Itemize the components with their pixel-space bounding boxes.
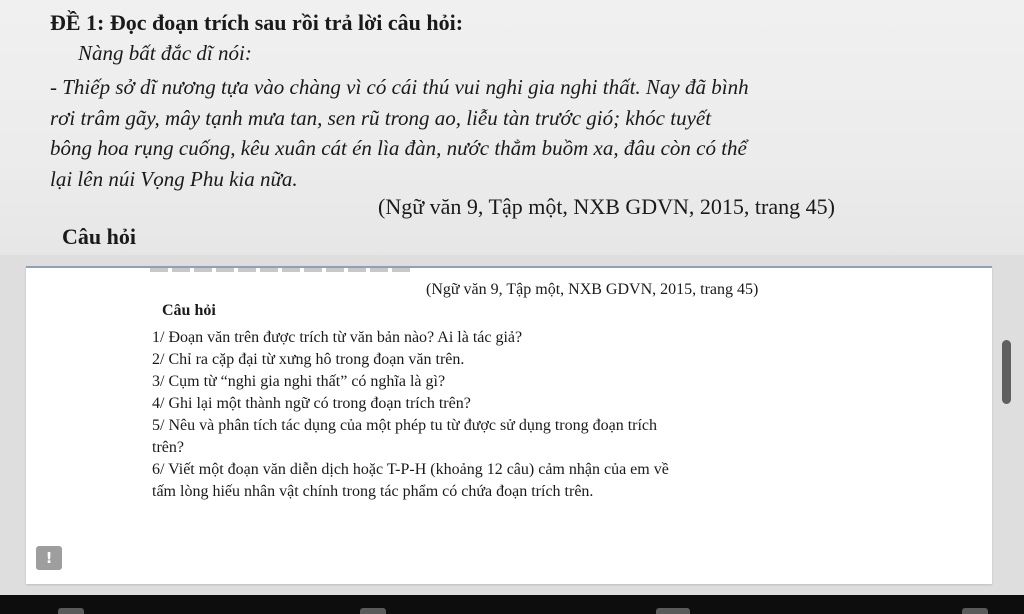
passage-line: bông hoa rụng cuống, kêu xuân cát én lìa đàn, nước thẳm buồm xa, đâu còn có thể	[50, 136, 747, 160]
question-item: 1/ Đoạn văn trên được trích từ văn bản nào? Ai là tác giả?	[152, 329, 523, 346]
passage-excerpt	[50, 72, 930, 194]
question-item: 6/ Viết một đoạn văn diễn dịch hoặc T-P-H (khoảng 12 câu) cảm nhận của em về	[152, 461, 669, 478]
cut-off-text-line	[150, 268, 410, 272]
top-document-photo	[0, 0, 1024, 262]
back-icon[interactable]	[58, 608, 84, 614]
question-item: 2/ Chỉ ra cặp đại từ xưng hô trong đoạn văn trên.	[152, 351, 465, 368]
question-item: 3/ Cụm từ “nghi gia nghi thất” có nghĩa là gì?	[152, 373, 446, 390]
question-item: 4/ Ghi lại một thành ngữ có trong đoạn trích trên?	[152, 395, 471, 412]
source-citation: (Ngữ văn 9, Tập một, NXB GDVN, 2015, trang 45)	[378, 194, 835, 219]
question-item: 5/ Nêu và phân tích tác dụng của một phép tu từ được sử dụng trong đoạn trích	[152, 417, 658, 434]
report-icon[interactable]: !	[36, 546, 62, 570]
passage-intro: Nàng bất đắc dĩ nói:	[78, 41, 252, 65]
passage-line: rơi trâm gãy, mây tạnh mưa tan, sen rũ trong ao, liễu tàn trước gió; khóc tuyết	[50, 105, 712, 130]
exercise-heading: ĐỀ 1: Đọc đoạn trích sau rồi trả lời câu hỏi:	[50, 10, 464, 35]
recents-icon[interactable]	[656, 608, 690, 614]
passage-line: lại lên núi Vọng Phu kia nữa.	[50, 166, 298, 191]
scrollbar-thumb[interactable]	[1002, 340, 1011, 404]
question-list	[152, 327, 872, 503]
question-item-continued: trên?	[152, 439, 184, 456]
navigation-bar	[0, 595, 1024, 614]
questions-heading: Câu hỏi	[62, 224, 136, 249]
panel-source-citation: (Ngữ văn 9, Tập một, NXB GDVN, 2015, trang 45)	[426, 281, 759, 298]
menu-icon[interactable]	[962, 608, 988, 614]
question-item-continued: tấm lòng hiếu nhân vật chính trong tác phẩm có chứa đoạn trích trên.	[152, 483, 594, 500]
passage-line: - Thiếp sở dĩ nương tựa vào chàng vì có cái thú vui nghi gia nghi thất. Nay đã bình	[50, 75, 749, 99]
home-icon[interactable]	[360, 608, 386, 614]
panel-questions-heading: Câu hỏi	[162, 302, 216, 319]
